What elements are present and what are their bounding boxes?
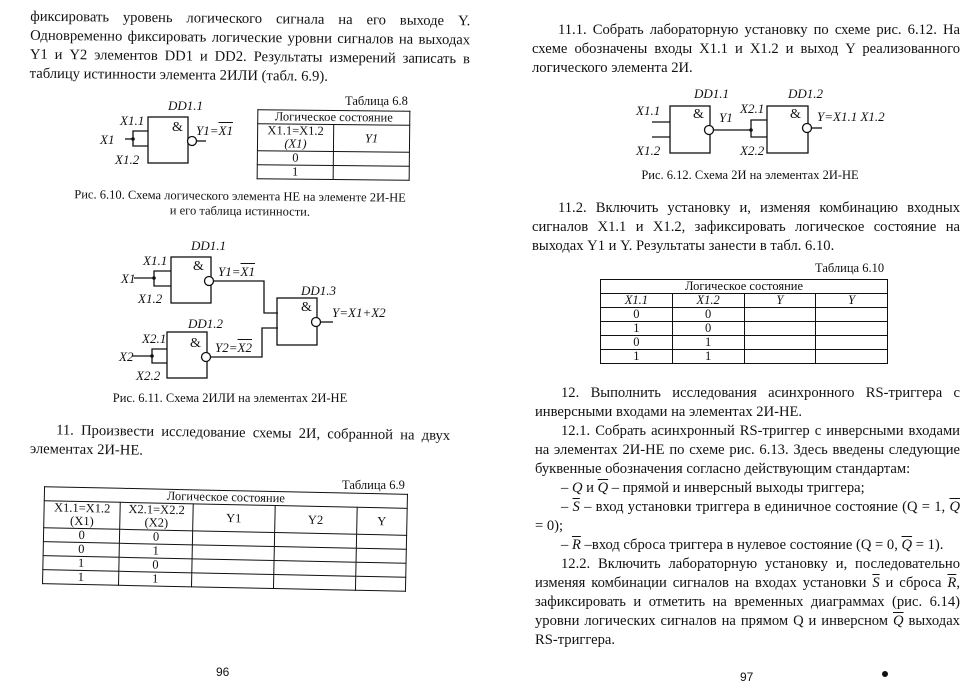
label-x1-2: X1.2 bbox=[636, 143, 661, 158]
group-header: Логическое состояние bbox=[601, 280, 888, 294]
label-y1: Y1 bbox=[719, 110, 733, 125]
label-dd1-3: DD1.3 bbox=[301, 283, 337, 298]
text: – прямой и инверсный выходы триггера; bbox=[608, 480, 865, 496]
label-x2-2: X2.2 bbox=[136, 368, 161, 383]
x1-inverted: X1 bbox=[240, 264, 255, 279]
fig-6-11-caption: Рис. 6.11. Схема 2ИЛИ на элементах 2И-НЕ bbox=[112, 391, 348, 405]
col1-line1: X1.1=X1.2 bbox=[267, 123, 324, 138]
cell bbox=[191, 573, 273, 589]
q-bar-symbol: $\overline{Q}$ bbox=[892, 613, 904, 629]
and-symbol: & bbox=[193, 259, 204, 274]
page-number-left: 96 bbox=[216, 665, 230, 679]
cell: 0 bbox=[43, 542, 119, 558]
col2-line2: (X2) bbox=[144, 515, 169, 530]
col-header: Y1 bbox=[192, 504, 274, 533]
col-header: Y bbox=[356, 507, 407, 535]
col1-line1: X1.1=X1.2 bbox=[53, 500, 111, 516]
q-bar-symbol: $\overline{Q}$ bbox=[901, 537, 913, 553]
col-header bbox=[120, 502, 193, 531]
intro-paragraph: фиксировать уровень логического сигнала на его выходе Y. Одновременно фиксировать логические уровни сигналов на выходах Y1 и Y2 элементов DD1 и DD2. Результаты измерений записать в таблицу истинности элемента 2ИЛИ (табл. 6.9). bbox=[29, 8, 471, 85]
cell: 0 bbox=[119, 557, 192, 573]
cell: 1 bbox=[601, 322, 673, 336]
q-bar-symbol: $\overline{Q}$ bbox=[597, 480, 609, 496]
ink-spot bbox=[882, 671, 888, 677]
cell: 1 bbox=[43, 556, 119, 572]
table-row bbox=[601, 322, 888, 336]
y2-text: Y2= bbox=[215, 340, 238, 355]
para-11-2: 11.2. Включить установку и, изменяя комбинацию входных сигналов X1.1 и X1.2, зафиксировать логическое состояние на выходах Y1 и Y. Результаты занести в табл. 6.10. bbox=[532, 200, 960, 254]
cell: 0 bbox=[601, 308, 673, 322]
cell bbox=[333, 151, 409, 166]
col1-line2: (X1) bbox=[69, 513, 94, 529]
and-symbol: & bbox=[301, 300, 312, 315]
and-symbol: & bbox=[790, 107, 801, 122]
label-x1-1: X1.1 bbox=[636, 103, 661, 118]
cell bbox=[356, 534, 407, 549]
col-header: Y1 bbox=[333, 125, 409, 153]
cell: 1 bbox=[119, 543, 192, 559]
label-y-or: Y=X1+X2 bbox=[332, 305, 386, 320]
col-header: Y2 bbox=[274, 506, 356, 535]
para-12: 12. Выполнить исследования асинхронного RS-триггера с инверсными входами на элементах 2И-НЕ. bbox=[535, 385, 960, 420]
cell bbox=[355, 562, 406, 577]
fig-6-10-caption bbox=[60, 187, 420, 221]
r-bar-symbol: $\overline{R}$ bbox=[571, 537, 581, 553]
cell bbox=[744, 350, 816, 364]
table-row bbox=[601, 336, 888, 350]
label-dd1-1: DD1.1 bbox=[191, 238, 227, 253]
text: – вход установки триггера в единичное состояние (Q = 1, bbox=[579, 499, 950, 515]
label-x2: X2 bbox=[119, 349, 134, 364]
caption-line: Рис. 6.10. Схема логического элемента НЕ на элементе 2И-НЕ bbox=[74, 187, 406, 205]
s-bar-symbol: $\overline{S}$ bbox=[572, 499, 580, 515]
text: и сброса bbox=[879, 575, 948, 591]
text: выходах RS-триггера. bbox=[535, 613, 960, 648]
col1-line2: (X1) bbox=[284, 136, 307, 151]
cell: 1 bbox=[257, 165, 333, 180]
label-x1-1: X1.1 bbox=[120, 113, 145, 128]
label-y2 bbox=[215, 340, 252, 356]
cell bbox=[744, 336, 816, 350]
group-header: Логическое состояние bbox=[44, 487, 407, 509]
cell bbox=[333, 165, 409, 180]
cell: 0 bbox=[120, 529, 193, 545]
label-dd1-2: DD1.2 bbox=[788, 86, 824, 101]
label-x1: X1 bbox=[121, 271, 136, 286]
para-12-1: 12.1. Собрать асинхронный RS-триггер с инверсными входами на элементах 2И-НЕ по схеме рис. 6.13. Здесь введены следующие буквенные обозначения согласно действующим стандартам: bbox=[535, 423, 960, 477]
bullet-q bbox=[535, 479, 960, 498]
y1-text: Y1= bbox=[196, 123, 219, 138]
table-row bbox=[601, 308, 888, 322]
cell bbox=[816, 336, 888, 350]
cell: 0 bbox=[672, 308, 744, 322]
y1-text: Y1= bbox=[218, 264, 241, 279]
table-6-8-title: Таблица 6.8 bbox=[345, 94, 408, 108]
text: = 0); bbox=[535, 518, 564, 534]
cell bbox=[273, 575, 355, 591]
bullet-r bbox=[535, 536, 960, 555]
label-y1 bbox=[196, 123, 233, 139]
label-x2-1: X2.1 bbox=[740, 101, 765, 116]
text: , зафиксировать и отметить на временных диаграммах (рис. 6.14) уровни логических сигналов на прямом Q и инверсном bbox=[535, 575, 960, 629]
label-dd1-1: DD1.1 bbox=[168, 98, 204, 113]
group-header: Логическое состояние bbox=[258, 110, 410, 126]
cell bbox=[744, 308, 816, 322]
label-x1: X1 bbox=[100, 132, 115, 147]
cell bbox=[816, 308, 888, 322]
para-11: 11. Произвести исследование схемы 2И, собранной на двух элементах 2И-НЕ. bbox=[29, 422, 451, 459]
label-x1-1: X1.1 bbox=[143, 253, 168, 268]
text: = 1). bbox=[912, 537, 944, 553]
label-y1 bbox=[218, 264, 255, 280]
caption-line: и его таблица истинности. bbox=[169, 203, 311, 219]
right-body bbox=[535, 384, 960, 650]
dash: – bbox=[561, 480, 572, 496]
table-6-10-title: Таблица 6.10 bbox=[815, 261, 885, 275]
col-header: Y bbox=[816, 294, 888, 308]
col-header: Y bbox=[744, 294, 816, 308]
fig-6-12-caption: Рис. 6.12. Схема 2И на элементах 2И-НЕ bbox=[641, 168, 859, 182]
cell: 1 bbox=[43, 570, 119, 586]
cell: 0 bbox=[601, 336, 673, 350]
and-symbol: & bbox=[693, 107, 704, 122]
col-header: X1.1 bbox=[601, 294, 673, 308]
dash: – bbox=[561, 499, 573, 515]
text: и bbox=[582, 480, 598, 496]
table-6-8 bbox=[257, 109, 411, 181]
x1-inverted: X1 bbox=[218, 123, 233, 138]
table-row bbox=[601, 350, 888, 364]
cell: 1 bbox=[119, 571, 192, 587]
cell: 1 bbox=[672, 336, 744, 350]
page-number-right: 97 bbox=[740, 670, 754, 684]
cell: 1 bbox=[672, 350, 744, 364]
q-symbol: Q bbox=[571, 480, 583, 496]
bullet-s bbox=[535, 498, 960, 536]
cell bbox=[744, 322, 816, 336]
col-header bbox=[257, 124, 333, 152]
and-symbol: & bbox=[190, 336, 201, 351]
label-x1-2: X1.2 bbox=[115, 152, 140, 167]
text: 12.2. Включить лабораторную установку и, последовательно изменяя комбинации сигналов на входах установки bbox=[535, 556, 960, 591]
cell: 0 bbox=[43, 528, 119, 544]
cell: 0 bbox=[672, 322, 744, 336]
label-x1-2: X1.2 bbox=[138, 291, 163, 306]
q-bar-symbol: $\overline{Q}$ bbox=[949, 499, 960, 515]
cell bbox=[816, 350, 888, 364]
col-header: X1.2 bbox=[672, 294, 744, 308]
label-x2-2: X2.2 bbox=[740, 143, 765, 158]
table-6-10 bbox=[600, 279, 888, 364]
cell: 0 bbox=[257, 151, 333, 166]
para-11-1: 11.1. Собрать лабораторную установку по схеме рис. 6.12. На схеме обозначены входы X1.1 и X1.2 и выход Y реализованного логического элемента 2И. bbox=[532, 22, 960, 76]
label-dd1-1: DD1.1 bbox=[694, 86, 730, 101]
col2-line1: X2.1=X2.2 bbox=[128, 501, 185, 518]
x2-inverted: X2 bbox=[237, 340, 252, 355]
cell bbox=[355, 576, 406, 591]
label-dd1-2: DD1.2 bbox=[188, 316, 224, 331]
dash: – bbox=[561, 537, 572, 553]
cell: 1 bbox=[601, 350, 673, 364]
cell bbox=[816, 322, 888, 336]
text: –вход сброса триггера в нулевое состояние (Q = 0, bbox=[580, 537, 902, 553]
cell bbox=[356, 548, 407, 563]
table-row bbox=[257, 165, 409, 181]
label-x2-1: X2.1 bbox=[142, 331, 167, 346]
table-6-9-title: Таблица 6.9 bbox=[342, 478, 405, 492]
r-bar-symbol: $\overline{R}$ bbox=[947, 575, 957, 591]
label-y-and: Y=X1.1 X1.2 bbox=[817, 109, 885, 124]
s-bar-symbol: $\overline{S}$ bbox=[872, 575, 880, 591]
table-6-9 bbox=[42, 486, 408, 592]
para-12-2 bbox=[535, 555, 960, 650]
col-header bbox=[44, 501, 121, 530]
and-symbol: & bbox=[172, 120, 183, 135]
